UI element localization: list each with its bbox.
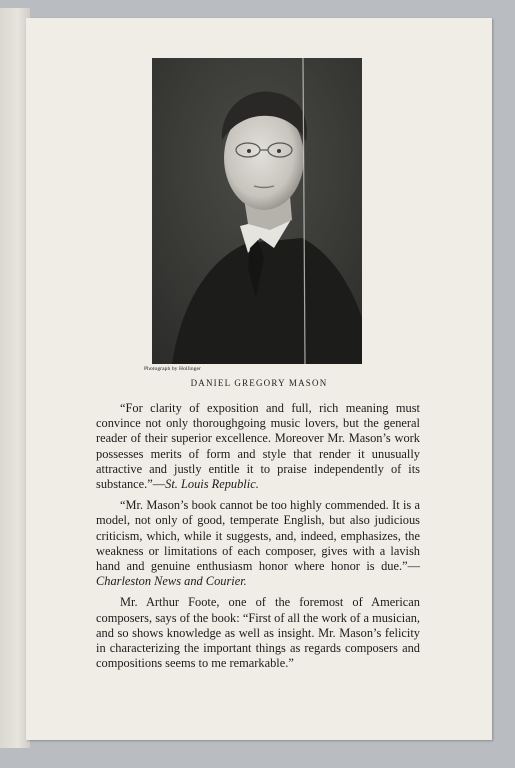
quote-paragraph [96,401,420,492]
quote-text: “Mr. Mason’s book cannot be too highly commended. It is a model, not only of good, temperate English, but also judicious criticism, which, while it suggests, and, indeed, emphasizes, the weakness or limitations of each composer, gives with a lavish hand and genuine enthusiasm honor where honor is due.”— [96,498,420,574]
portrait-image [152,58,362,364]
review-quotes [96,401,420,677]
quote-text: “For clarity of exposition and full, rich meaning must convince not only thoroughgoing music lovers, but the general reader of their superior excellence. Moreover Mr. Mason’s work possesses merits of form and style that render it unusually attractive and justly entitle it to praise independently of its substance.”— [96,401,420,492]
portrait-caption: DANIEL GREGORY MASON [190,378,328,388]
photo-credit: Photograph by Hollinger [144,366,201,372]
quote-paragraph [96,595,420,671]
quote-source: St. Louis Republic. [165,477,259,492]
document-page [26,18,492,740]
quote-text: Mr. Arthur Foote, one of the foremost of American composers, says of the book: “First of all the work of a musician, and so shows knowledge as well as insight. Mr. Mason’s felicity in characterizing the important things as regards composers and compositions seems to me remarkable.” [96,595,420,671]
quote-paragraph [96,498,420,589]
portrait-photograph [152,58,362,364]
quote-source: Charleston News and Courier. [96,574,247,589]
